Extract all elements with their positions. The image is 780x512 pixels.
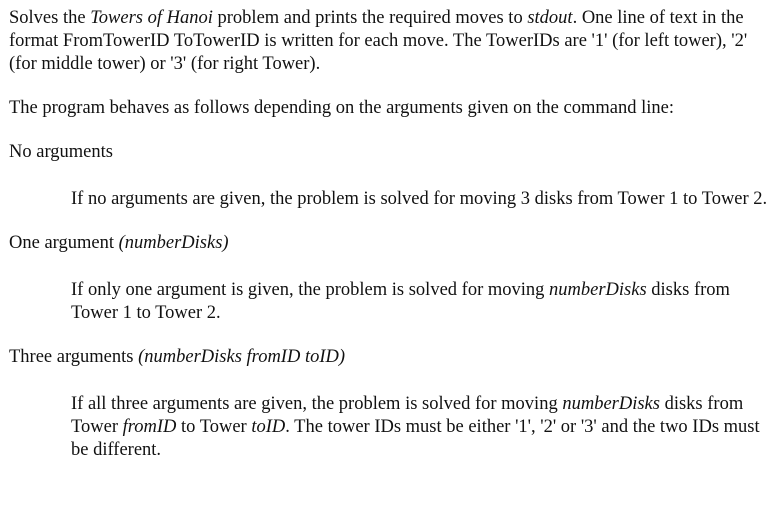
intro-emphasis-stdout: stdout	[527, 8, 573, 28]
intro-text: problem and prints the required moves to	[212, 8, 528, 28]
intro-paragraph	[9, 7, 769, 76]
intro-text: . One line of text in the format FromTowerID ToTowerID is written for each move. The TowerIDs are '1' (for left tower), '2' (for middle tower) or '3' (for right Tower).	[9, 8, 748, 74]
body-no-arguments: If no arguments are given, the problem is solved for moving 3 disks from Tower 1 to Tower 2.	[71, 189, 768, 209]
body-three-arguments: If all three arguments are given, the problem is solved for moving numberDisks disks from Tower fromID to Tower toID. The tower IDs must be either '1', '2' or '3' and the two IDs must be different.	[71, 394, 760, 460]
heading-three-arguments: Three arguments (numberDisks fromID toID)	[9, 347, 346, 367]
intro-text: Solves the	[9, 8, 91, 28]
body-one-argument: If only one argument is given, the problem is solved for moving numberDisks disks from Tower 1 to Tower 2.	[71, 280, 730, 323]
intro-emphasis-towers: Towers of Hanoi	[90, 8, 213, 28]
heading-no-arguments: No arguments	[9, 142, 113, 162]
heading-one-argument: One argument (numberDisks)	[9, 233, 229, 253]
heading-args: (numberDisks fromID toID)	[138, 347, 346, 367]
behavior-paragraph: The program behaves as follows depending on the arguments given on the command line:	[9, 98, 674, 118]
heading-args: (numberDisks)	[118, 233, 229, 253]
